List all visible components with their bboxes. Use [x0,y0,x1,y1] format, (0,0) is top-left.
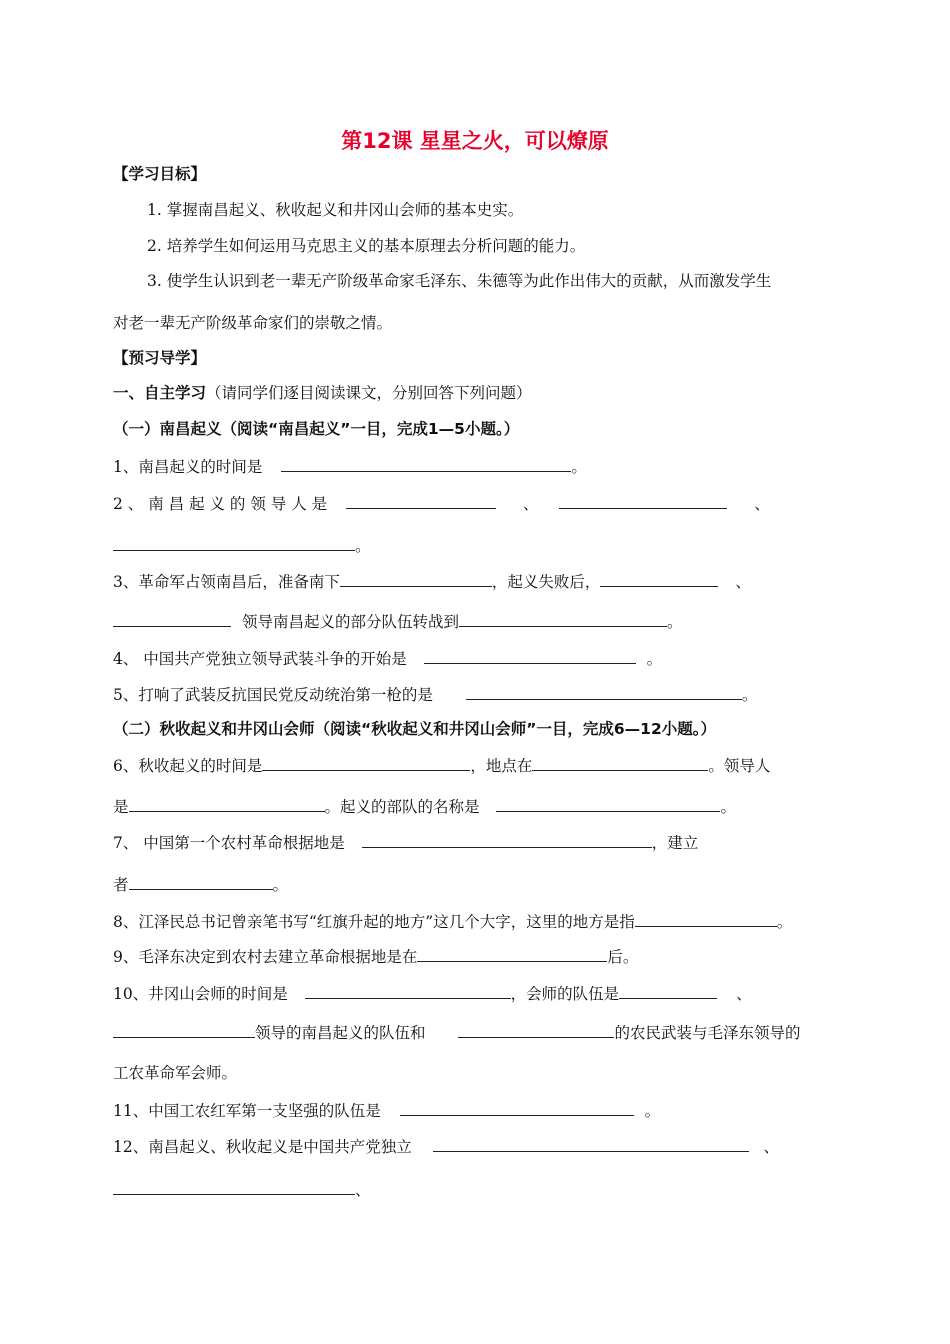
question-2 [113,492,770,515]
q11-text: 11、中国工农红军第一支坚强的队伍是 [113,1102,381,1120]
q2-separator: 、 [754,495,770,513]
q10-text: 10、井冈山会师的时间是 [113,985,288,1003]
q6-text-2: ，地点在 [470,757,533,775]
q2-answer-blank[interactable] [346,492,496,509]
q4-answer-blank[interactable] [424,647,636,664]
q9-text: 9、毛泽东决定到农村去建立革命根据地是在 [113,948,418,966]
q8-text: 8、江泽民总书记曾亲笔书写“红旗升起的地方”这几个大字，这里的地方是指 [113,913,635,931]
q3-text-3: 领导南昌起义的部分队伍转战到 [241,613,459,631]
q6-text-5: 。起义的部队的名称是 [324,798,480,816]
q8-answer-blank[interactable] [635,910,777,927]
q3-text-2: ，起义失败后， [491,573,601,591]
q9-end: 后。 [607,948,639,966]
q7-text: 7、 中国第一个农村革命根据地是 [113,834,345,852]
q6-answer-blank[interactable] [496,795,720,812]
question-3-cont [113,610,682,633]
objective-item: 2. 培养学生如何运用马克思主义的基本原理去分析问题的能力。 [147,237,586,255]
q3-answer-blank[interactable] [340,570,492,587]
q6-text-4: 是 [113,798,129,816]
q3-answer-blank[interactable] [459,610,667,627]
q7-text-2: ，建立 [651,834,699,852]
q7-end: 。 [272,876,289,894]
q4-text: 4、 中国共产党独立领导武装斗争的开始是 [113,650,407,668]
q10-answer-blank[interactable] [113,1021,255,1038]
question-9 [113,945,638,968]
section2-heading: （二）秋收起义和井冈山会师（阅读“秋收起义和井冈山会师”一目，完成6—12小题。） [113,720,716,738]
q9-answer-blank[interactable] [417,945,607,962]
q7-text-3: 者 [113,876,129,894]
q10-answer-blank[interactable] [458,1021,614,1038]
q10-text-3: 领导的南昌起义的队伍和 [255,1024,426,1042]
question-5 [113,683,757,706]
q7-answer-blank[interactable] [129,873,273,890]
objective-continuation: 对老一辈无产阶级革命家们的崇敬之情。 [113,314,393,332]
q2-text: 2 、 南 昌 起 义 的 领 导 人 是 [113,495,328,513]
q1-answer-blank[interactable] [281,455,571,472]
q2-answer-blank[interactable] [559,492,727,509]
question-8 [113,910,792,933]
q6-text: 6、秋收起义的时间是 [113,757,263,775]
section1-heading: （一）南昌起义（阅读“南昌起义”一目，完成1—5小题。） [113,420,520,438]
part1-title: 一、自主学习 [113,384,207,402]
question-6-cont [113,795,736,818]
q10-answer-blank[interactable] [305,982,511,999]
q6-end: 。 [720,798,736,816]
q5-answer-blank[interactable] [466,683,742,700]
part1-note: （请同学们逐目阅读课文，分别回答下列问题） [206,384,532,402]
q12-end: 、 [355,1181,371,1199]
question-10-end: 工农革命军会师。 [113,1064,238,1082]
q12-answer-blank[interactable] [113,1178,355,1195]
q6-text-3: 。领导人 [708,757,771,775]
q3-separator: 、 [735,573,751,591]
q6-answer-blank[interactable] [262,754,470,771]
q10-text-2: ，会师的队伍是 [510,985,620,1003]
question-7 [113,831,698,854]
q2-end: 。 [355,537,371,555]
question-12-cont [113,1178,371,1201]
part1-heading [113,382,532,404]
q11-answer-blank[interactable] [400,1099,634,1116]
question-10 [113,982,752,1005]
question-10-cont [113,1021,800,1044]
q4-end: 。 [646,650,663,668]
q10-answer-blank[interactable] [619,982,717,999]
question-4 [113,647,662,670]
question-6 [113,754,770,777]
question-2-cont [113,534,371,557]
question-11 [113,1099,660,1122]
q1-end: 。 [571,458,587,476]
q2-separator: 、 [523,495,539,513]
preview-heading: 【预习导学】 [113,349,207,367]
q12-separator: 、 [763,1138,780,1156]
q3-answer-blank[interactable] [600,570,718,587]
objective-item: 3. 使学生认识到老一辈无产阶级革命家毛泽东、朱德等为此作出伟大的贡献，从而激发学生 [147,272,772,290]
q8-end: 。 [776,913,793,931]
q5-text: 5、打响了武装反抗国民党反动统治第一枪的是 [113,686,433,704]
q11-end: 。 [644,1102,661,1120]
q12-answer-blank[interactable] [433,1135,749,1152]
q2-answer-blank[interactable] [113,534,355,551]
question-12 [113,1135,779,1158]
page-title: 第12课 星星之火，可以燎原 [341,129,609,153]
q3-answer-blank[interactable] [113,610,231,627]
q5-end: 。 [741,686,758,704]
q3-end: 。 [666,613,683,631]
q10-separator: 、 [736,985,752,1003]
objective-item: 1. 掌握南昌起义、秋收起义和井冈山会师的基本史实。 [147,201,524,219]
q7-answer-blank[interactable] [362,831,652,848]
question-7-cont [113,873,288,896]
q1-text: 1、南昌起义的时间是 [113,458,263,476]
question-1 [113,455,587,478]
q12-text: 12、南昌起义、秋收起义是中国共产党独立 [113,1138,412,1156]
question-3 [113,570,751,593]
objectives-heading: 【学习目标】 [113,165,207,183]
q3-text: 3、革命军占领南昌后，准备南下 [113,573,340,591]
q10-text-4: 的农民武装与毛泽东领导的 [614,1024,801,1042]
q6-answer-blank[interactable] [532,754,708,771]
q6-answer-blank[interactable] [129,795,325,812]
